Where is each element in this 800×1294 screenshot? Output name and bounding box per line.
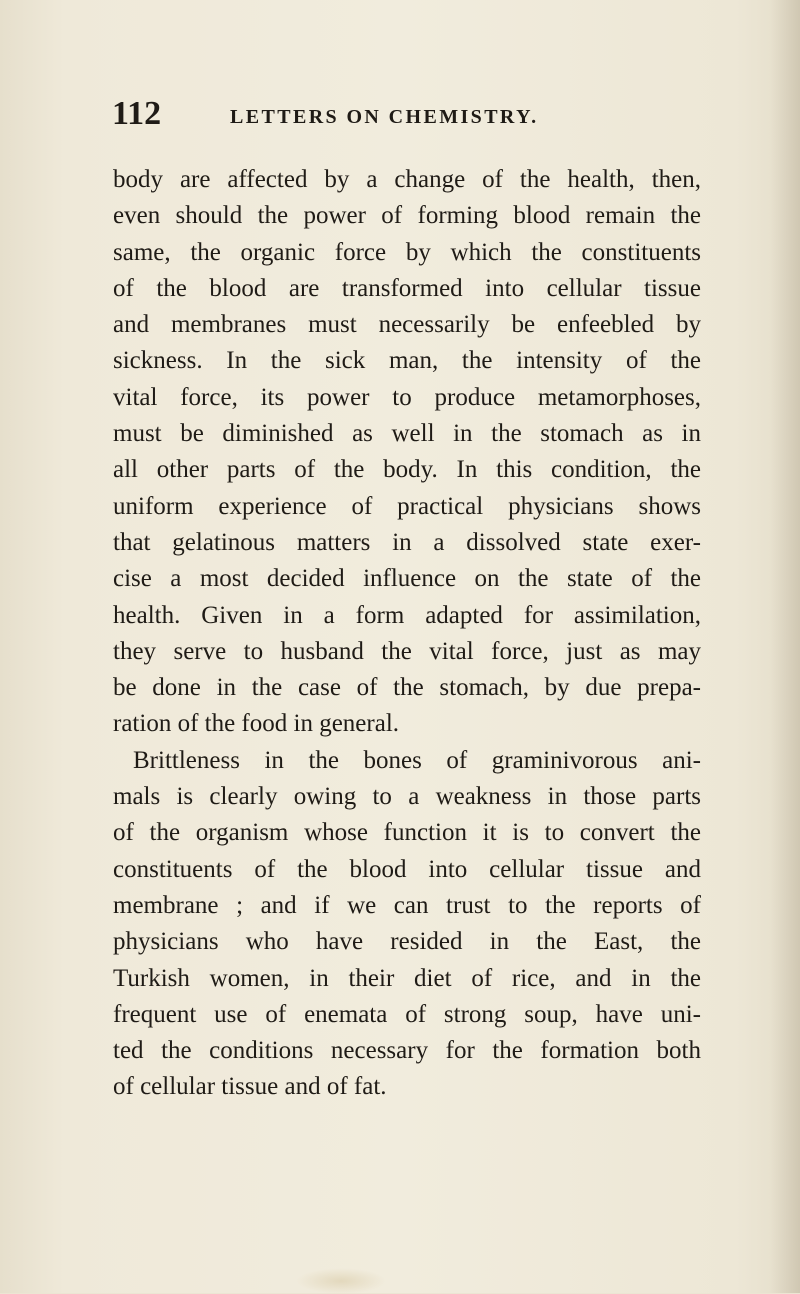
text-line: body are affected by a change of the health, then,	[113, 166, 701, 193]
paper-stain	[296, 1268, 386, 1294]
text-line: that gelatinous matters in a dissolved state exer-	[113, 528, 701, 556]
body-text	[113, 162, 701, 1106]
text-line: of the blood are transformed into cellular tissue	[113, 274, 701, 302]
text-line: mals is clearly owing to a weakness in those parts	[113, 783, 701, 811]
text-line: be done in the case of the stomach, by due prepa-	[113, 674, 701, 702]
page-number: 112	[112, 95, 162, 132]
text-line: of cellular tissue and of fat.	[113, 1073, 387, 1101]
text-line: physicians who have resided in the East, the	[113, 928, 701, 956]
text-line: they serve to husband the vital force, just as may	[113, 637, 701, 665]
text-line: uniform experience of practical physicians shows	[113, 492, 701, 520]
page-header	[112, 95, 712, 135]
text-line: cise a most decided influence on the state of the	[113, 565, 701, 593]
text-line: Turkish women, in their diet of rice, and in the	[113, 964, 701, 992]
text-line: ration of the food in general.	[113, 710, 400, 738]
text-line: of the organism whose function it is to convert the	[113, 819, 701, 847]
text-line: must be diminished as well in the stomach as in	[113, 420, 701, 448]
text-line: vital force, its power to produce metamorphoses,	[113, 383, 701, 411]
text-line: all other parts of the body. In this condition, the	[113, 456, 701, 484]
running-head: LETTERS ON CHEMISTRY.	[230, 106, 539, 128]
text-line: membrane ; and if we can trust to the reports of	[113, 891, 701, 919]
text-line: ted the conditions necessary for the formation both	[113, 1037, 701, 1065]
text-line: Brittleness in the bones of graminivorous ani-	[133, 746, 701, 774]
text-line: and membranes must necessarily be enfeebled by	[113, 311, 701, 339]
text-line: sickness. In the sick man, the intensity of the	[113, 347, 701, 375]
page-edge-shadow	[770, 0, 800, 1293]
text-line: even should the power of forming blood remain the	[113, 202, 701, 230]
text-line: same, the organic force by which the constituents	[113, 238, 701, 266]
text-line: frequent use of enemata of strong soup, have uni-	[113, 1000, 701, 1028]
text-line: health. Given in a form adapted for assimilation,	[113, 601, 701, 629]
text-line: constituents of the blood into cellular tissue and	[113, 855, 701, 883]
